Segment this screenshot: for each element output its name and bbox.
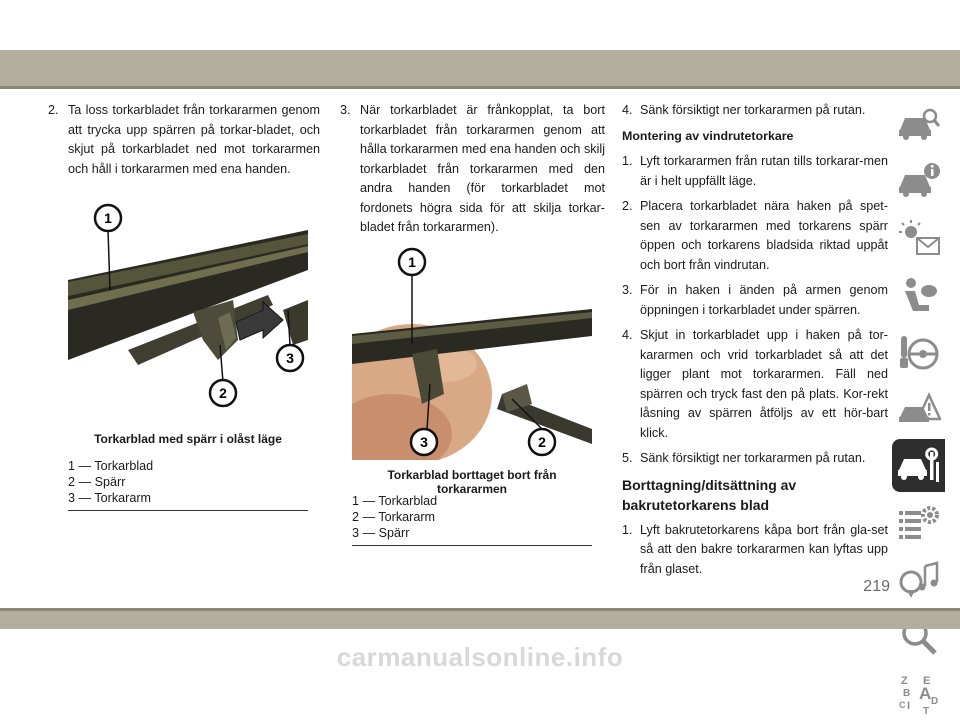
tab-car-info[interactable] (892, 154, 945, 207)
section-subheading: Montering av vindrutetorkare (622, 128, 794, 143)
svg-text:2: 2 (219, 385, 227, 401)
step-item (622, 101, 888, 121)
figure-caption: Torkarblad med spärr i olåst läge (94, 432, 282, 446)
step-text: Lyft bakrutetorkarens kåpa bort från gla-set så att den bakre torkararmen kan lyftas upp från glaset. (640, 522, 888, 576)
wiper-illustration-1 (68, 200, 308, 416)
header-rule (0, 86, 960, 89)
step-text: När torkarbladet är frånkopplat, ta bort torkarbladet från torkararmen genom att hålla torkararmen med ena handen och skilj torkarbladet från torkararmen med den andra handen (för torkarbladet mot fordonets högra sida för att skilja torkar-bladet från torkararmen). (360, 103, 605, 234)
step-text: Placera torkarbladet nära haken på spet-sen av torkararmen med torkarens spärr öppen och torkarens bladsida riktad uppåt och bort från vindrutan. (640, 199, 888, 272)
step-item (622, 521, 888, 580)
svg-text:B: B (902, 687, 910, 699)
svg-text:Z: Z (900, 674, 908, 687)
column-left (48, 101, 320, 179)
step-number: 4. (622, 328, 633, 342)
figure-wiper-removed (352, 244, 592, 460)
step-number: 4. (622, 103, 633, 117)
top-margin (0, 0, 960, 50)
svg-text:E: E (922, 674, 930, 687)
column-right (622, 101, 888, 585)
figure-legend (68, 458, 308, 511)
step-number: 2. (48, 103, 59, 117)
svg-text:2: 2 (538, 434, 546, 450)
multimedia-icon (897, 560, 941, 600)
svg-text:A: A (918, 683, 931, 703)
svg-text:T: T (922, 705, 929, 716)
step-number: 1. (622, 154, 633, 168)
step-text: Ta loss torkarbladet från torkararmen genom att trycka upp spärren på torkar-bladet, och skjut på torkarbladet ned mot torkararmen och håll i torkararmen med ena handen. (68, 103, 320, 176)
step-text: Sänk försiktigt ner torkararmen på rutan. (640, 451, 866, 465)
steering-wheel-icon (897, 332, 941, 372)
legend-item: 2 — Spärr (68, 475, 126, 489)
svg-text:C: C (898, 699, 905, 710)
airbag-seat-icon (897, 275, 941, 315)
tab-specs[interactable] (892, 496, 945, 549)
legend-item: 2 — Torkararm (352, 510, 436, 524)
step-number: 5. (622, 451, 633, 465)
svg-text:3: 3 (420, 434, 428, 450)
legend-item: 3 — Torkararm (68, 491, 152, 505)
index-letters-icon (897, 672, 941, 716)
step-item (622, 197, 888, 275)
tab-index[interactable] (892, 667, 945, 720)
callout-2 (210, 380, 236, 406)
step-item (622, 281, 888, 320)
section-heading: Borttagning/ditsättning av bakrutetorkarens blad (622, 476, 797, 513)
svg-text:D: D (930, 695, 938, 707)
roadside-warning-icon (897, 389, 941, 429)
step-item (622, 152, 888, 191)
column-middle (340, 101, 605, 238)
wiper-illustration-2 (352, 244, 592, 460)
car-search-icon (897, 104, 941, 144)
svg-text:1: 1 (104, 210, 112, 226)
warning-lights-icon (897, 218, 941, 258)
svg-text:1: 1 (408, 254, 416, 270)
step-number: 3. (622, 283, 633, 297)
step-number: 1. (622, 522, 633, 537)
tab-servicing[interactable] (892, 439, 945, 492)
step-item (48, 101, 320, 179)
step-text: Skjut in torkarbladet upp i haken på tor-kararmen och vrid torkarbladet så att det ligger plant mot torkararmen. Fäll ned spärren och tryck fast den på plats. Kor-rekt låsning av spärren åtföljs av ett hör-bart klick. (640, 328, 888, 440)
tab-warning-lights[interactable] (892, 211, 945, 264)
watermark: carmanualsonline.info (336, 642, 624, 672)
figure-wiper-latch-unlocked (68, 200, 308, 416)
chapter-tabs (892, 97, 945, 724)
step-text: För in haken i änden på armen genom öppningen i torkarbladet under spärren. (640, 283, 888, 317)
page-number: 219 (863, 578, 890, 595)
tab-airbag-seat[interactable] (892, 268, 945, 321)
legend-item: 1 — Torkarblad (352, 494, 438, 508)
tab-roadside-warning[interactable] (892, 382, 945, 435)
step-text: Lyft torkararmen från rutan tills torkarar-men är i helt uppfällt läge. (640, 154, 888, 188)
legend-item: 1 — Torkarblad (68, 459, 154, 473)
step-text: Sänk försiktigt ner torkararmen på rutan. (640, 103, 866, 117)
legend-item: 3 — Spärr (352, 526, 410, 540)
specs-gear-icon (897, 503, 941, 543)
callout-2 (529, 429, 555, 455)
step-item (622, 449, 888, 469)
car-wrench-icon (897, 446, 941, 486)
step-item (340, 101, 605, 238)
footer-bar (0, 611, 960, 629)
svg-text:I: I (906, 699, 910, 712)
step-number: 3. (340, 103, 351, 117)
step-number: 2. (622, 199, 633, 213)
figure-caption: Torkarblad borttaget bort från torkararmen (387, 468, 557, 496)
step-item (622, 326, 888, 443)
callout-1 (399, 249, 425, 275)
figure-legend (352, 493, 592, 546)
callout-1 (95, 205, 121, 231)
tab-multimedia[interactable] (892, 553, 945, 606)
callout-3 (277, 345, 303, 371)
tab-steering-wheel[interactable] (892, 325, 945, 378)
tab-car-search[interactable] (892, 97, 945, 150)
car-info-icon (897, 161, 941, 201)
header-bar (0, 50, 960, 86)
callout-3 (411, 429, 437, 455)
svg-text:3: 3 (286, 350, 294, 366)
